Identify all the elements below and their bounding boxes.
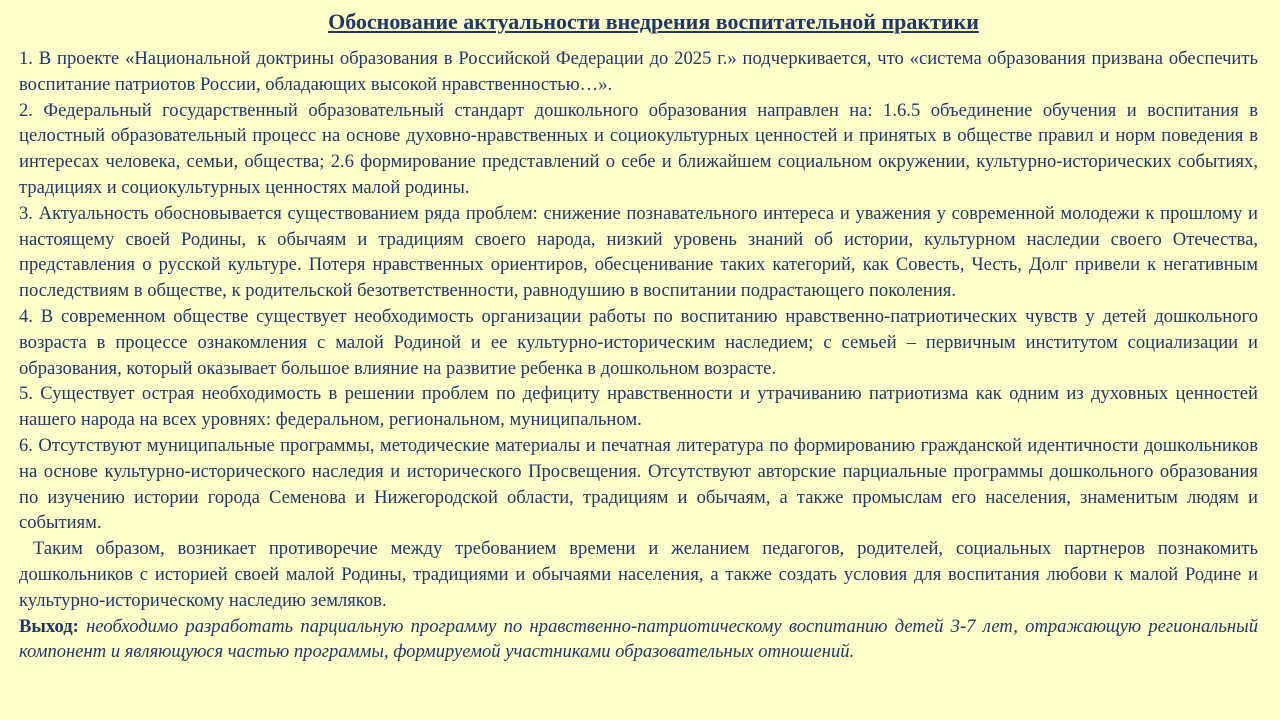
conclusion-paragraph (19, 614, 1258, 666)
paragraph-4: 4. В современном обществе существует необходимость организации работы по воспитанию нравственно-патриотических чувств у детей дошкольного возраста в процессе ознакомления с малой Родиной и ее культурно-историческим наследием; с семьей – первичным институтом социализации и образования, который оказывает большое влияние на развитие ребенка в дошкольном возрасте. (19, 305, 1258, 379)
conclusion-text: необходимо разработать парциальную программу по нравственно-патриотическому воспитанию детей 3-7 лет, отражающую региональный компонент и являющуюся частью программы, формируемой участниками образовательных отношений. (19, 615, 1258, 663)
paragraph-3: 3. Актуальность обосновывается существованием ряда проблем: снижение познавательного интереса и уважения у современной молодежи к прошлому и настоящему своей Родины, к обычаям и традициям своего народа, низкий уровень знаний об истории, культурном наследии своего Отечества, представления о русской культуре. Потеря нравственных ориентиров, обесценивание таких категорий, как Совесть, Честь, Долг привели к негативным последствиям в обществе, к родительской безответственности, равнодушию в воспитании подрастающего поколения. (19, 202, 1258, 302)
paragraph-5: 5. Существует острая необходимость в решении проблем по дефициту нравственности и утрачиванию патриотизма как одним из духовных ценностей нашего народа на всех уровнях: федеральном, региональном, муниципальном. (19, 383, 1258, 431)
paragraph-6: 6. Отсутствуют муниципальные программы, методические материалы и печатная литература по формированию гражданской идентичности дошкольников на основе культурно-исторического наследия и исторического Просвещения. Отсутствуют авторские парциальные программы дошкольного образования по изучению истории города Семенова и Нижегородской области, традициям и обычаям, а также промыслам его населения, знаменитым людям и событиям. (19, 434, 1258, 534)
summary-paragraph: Таким образом, возникает противоречие между требованием времени и желанием педагогов, родителей, социальных партнеров познакомить дошкольников с историей своей малой Родины, традициями и обычаями населения, а также создать условия для воспитания любови к малой Родине и культурно-историческому наследию земляков. (19, 538, 1258, 611)
slide-title: Обоснование актуальности внедрения воспитательной практики (328, 9, 979, 34)
conclusion-label: Выход: (19, 615, 79, 637)
paragraph-2: 2. Федеральный государственный образовательный стандарт дошкольного образования направлен на: 1.6.5 объединение обучения и воспитания в целостный образовательный процесс на основе духовно-нравственных и социокультурных ценностей и принятых в обществе правил и норм поведения в интересах человека, семьи, общества; 2.6 формирование представлений о себе и ближайшем социальном окружении, культурно-исторических событиях, традициях и социокультурных ценностях малой родины. (19, 99, 1258, 198)
paragraph-1: 1. В проекте «Национальной доктрины образования в Российской Федерации до 2025 г.» подчеркивается, что «система образования призвана обеспечить воспитание патриотов России, обладающих высокой нравственностью…». (19, 48, 1258, 95)
